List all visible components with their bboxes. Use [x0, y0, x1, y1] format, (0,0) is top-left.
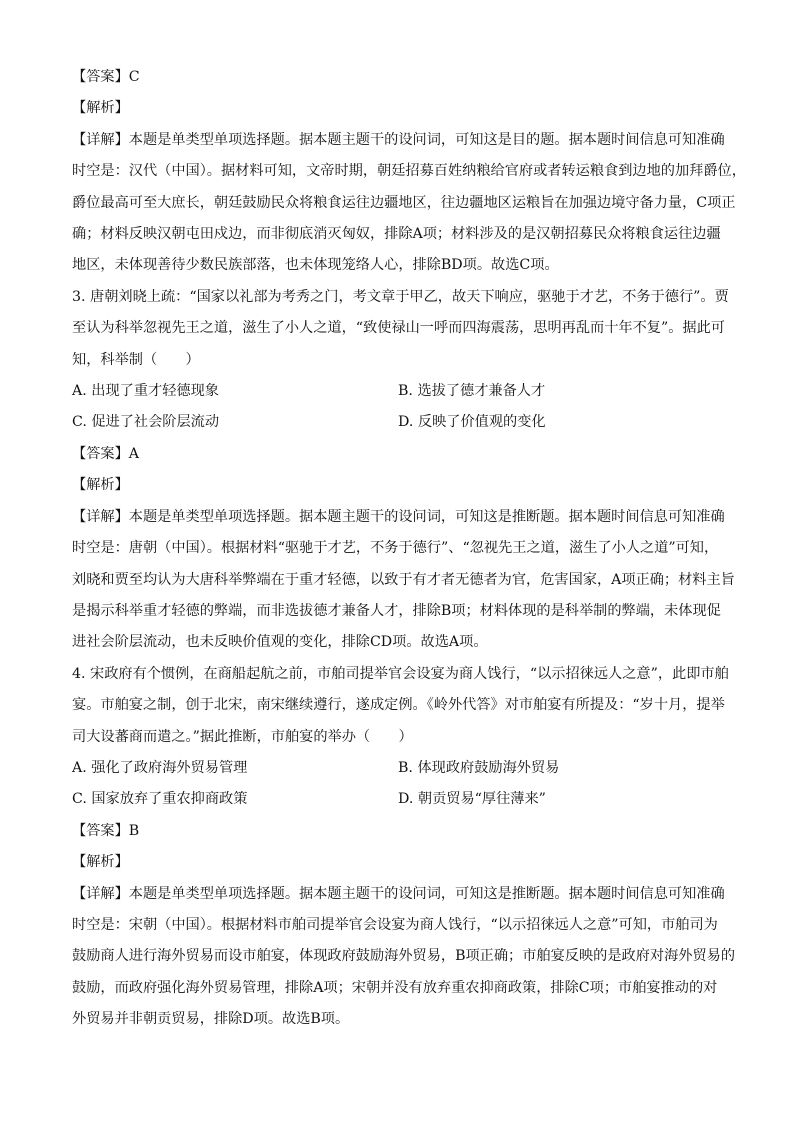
q3-stem-line: 知，科举制（ ） — [72, 351, 200, 368]
q4-option-c: C. 国家放弃了重农抑商政策 — [72, 791, 248, 808]
q4-answer: 【答案】B — [72, 822, 140, 839]
q2-answer: 【答案】C — [72, 69, 140, 85]
q4-stem-line: 宴。市舶宴之制，创于北宋，南宋继续遵行，遂成定例。《岭外代答》对市舶宴有所提及：“岁十月，提举 — [72, 697, 725, 714]
q2-analysis-label: 【解析】 — [72, 100, 129, 117]
q2-detail-line: 【详解】本题是单类型单项选择题。据本题主题干的设问词，可知这是目的题。据本题时间信息可知准确 — [72, 131, 725, 148]
q2-detail-line: 时空是：汉代（中国）。据材料可知，文帝时期，朝廷招募百姓纳粮给官府或者转运粮食到边地的加拜爵位， — [72, 163, 746, 180]
q3-stem-line: 至认为科举忽视先王之道，滋生了小人之道，“致使禄山一呼而四海震荡，思明再乱而十年不复”。据此可 — [72, 320, 725, 337]
q4-option-d: D. 朝贡贸易“厚往薄来” — [398, 791, 546, 808]
q3-detail-line: 进社会阶层流动，也未反映价值观的变化，排除CD项。故选A项。 — [72, 634, 488, 651]
q3-stem-line: 3. 唐朝刘晓上疏：“国家以礼部为考秀之门，考文章于甲乙，故天下响应，驱驰于才艺，不务于德行”。贾 — [72, 288, 729, 305]
q4-stem-line: 4. 宋政府有个惯例，在商船起航之前，市舶司提举官会设宴为商人饯行，“以示招徕远人之意”，此即市舶 — [72, 665, 729, 682]
q3-option-d: D. 反映了价值观的变化 — [398, 414, 546, 431]
q3-option-c: C. 促进了社会阶层流动 — [72, 414, 220, 431]
q3-option-a: A. 出现了重才轻德现象 — [72, 383, 219, 400]
q4-option-a: A. 强化了政府海外贸易管理 — [72, 759, 248, 776]
q3-detail-line: 是揭示科举重才轻德的弊端，而非选拔德才兼备人才，排除B项；材料体现的是科举制的弊端，未体现促 — [72, 602, 721, 619]
q4-stem-line: 司大设蕃商而遣之。”据此推断，市舶宴的举办（ ） — [72, 728, 413, 745]
q2-detail-line: 爵位最高可至大庶长，朝廷鼓励民众将粮食运往边疆地区，往边疆地区运粮旨在加强边境守备力量，C项正 — [72, 194, 736, 211]
q3-option-b: B. 选拔了德才兼备人才 — [398, 383, 546, 400]
q4-option-b: B. 体现政府鼓励海外贸易 — [398, 759, 560, 776]
q3-options-row — [72, 407, 724, 438]
q4-detail-line: 【详解】本题是单类型单项选择题。据本题主题干的设问词，可知这是推断题。据本题时间信息可知准确 — [72, 885, 725, 902]
q4-analysis-label: 【解析】 — [72, 854, 129, 871]
q3-analysis-label: 【解析】 — [72, 477, 129, 494]
q3-options-row — [72, 376, 724, 407]
q3-detail-line: 刘晓和贾至均认为大唐科举弊端在于重才轻德，以致于有才者无德者为官，危害国家，A项正确；材料主旨 — [72, 571, 735, 588]
q3-answer: 【答案】A — [72, 445, 139, 462]
q4-options-row — [72, 784, 724, 815]
q4-options-row — [72, 753, 724, 784]
q4-detail-line: 鼓励商人进行海外贸易而设市舶宴，体现政府鼓励海外贸易，B项正确；市舶宴反映的是政府对海外贸易的 — [72, 948, 736, 965]
q4-detail-line: 鼓励，而政府强化海外贸易管理，排除A项；宋朝并没有放弃重农抑商政策，排除C项；市舶宴推动的对 — [72, 979, 718, 996]
q2-detail-line: 确；材料反映汉朝屯田戍边，而非彻底消灭匈奴，排除A项；材料涉及的是汉朝招募民众将粮食运往边疆 — [72, 226, 721, 243]
q3-detail-line: 时空是：唐朝（中国）。根据材料“驱驰于才艺，不务于德行”、“忽视先王之道，滋生了小人之道”可知， — [72, 540, 719, 557]
document-page — [72, 62, 746, 1036]
q2-detail-line: 地区，未体现善待少数民族部落，也未体现笼络人心，排除BD项。故选C项。 — [72, 257, 559, 274]
q4-detail-line: 外贸易并非朝贡贸易，排除D项。故选B项。 — [72, 1011, 350, 1028]
q4-detail-line: 时空是：宋朝（中国）。根据材料市舶司提举官会设宴为商人饯行，“以示招徕远人之意”可知，市舶司为 — [72, 916, 718, 933]
q3-detail-line: 【详解】本题是单类型单项选择题。据本题主题干的设问词，可知这是推断题。据本题时间信息可知准确 — [72, 508, 725, 525]
